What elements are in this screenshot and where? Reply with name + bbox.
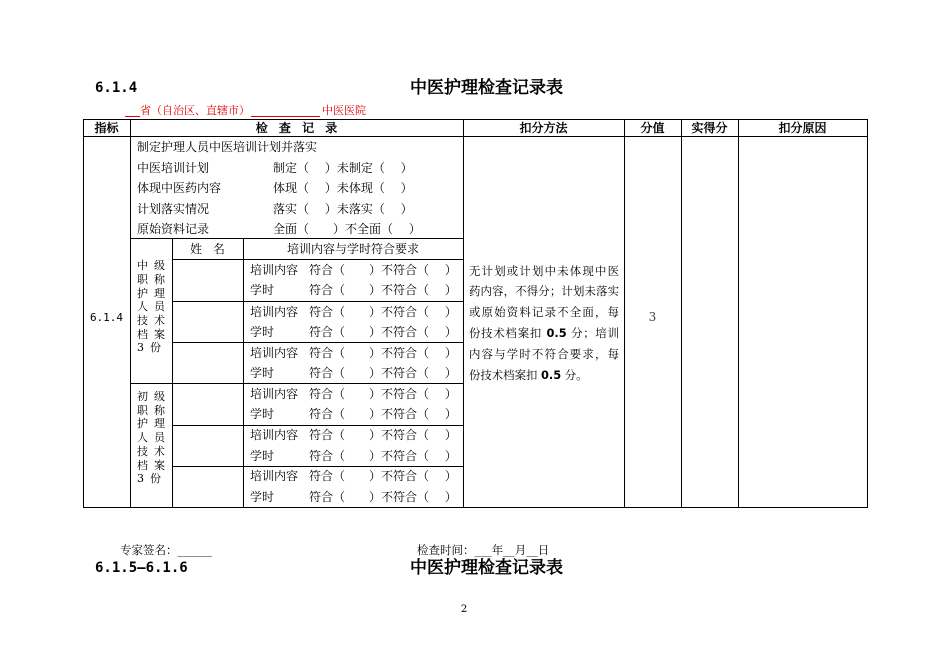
hours-options: 符合（ ）不符合（ ） [309,448,457,463]
content-label: 培训内容 [250,428,299,442]
hours-options: 符合（ ）不符合（ ） [309,366,457,380]
hospital-text: 中医医院 [322,104,366,117]
method-text: 份技术档案扣 [469,367,541,382]
score-value: 3 [648,310,657,324]
check-label: 计划落实情况 [137,202,210,216]
column-rule [738,119,739,507]
column-header-score: 分值 [640,120,665,135]
method-line: 内容与学时不符合要求，每 [469,346,619,361]
column-header-method: 扣分方法 [519,120,568,135]
staff-entry [250,384,460,425]
check-item [137,180,457,196]
hospital-blank [251,116,320,117]
column-header-indicator: 指标 [94,120,119,135]
hours-label: 学时 [250,448,275,463]
method-line: 药内容，不得分；计划未落实 [469,284,619,299]
deduction-method-text [469,261,619,386]
column-rule [463,119,464,507]
content-label: 培训内容 [250,386,299,401]
content-label: 培训内容 [250,262,299,277]
province-text: 省（自治区、直辖市） [140,104,250,117]
group-label-junior: 初级职称护理人员技术档案3份 [137,390,171,486]
staff-table-rule [243,238,244,507]
check-options: 落实（ ）未落实（ ） [273,202,413,216]
check-label: 中医培训计划 [137,161,210,175]
column-header-deduction-reason: 扣分原因 [778,120,827,135]
staff-entry [250,302,460,343]
content-options: 符合（ ）不符合（ ） [309,262,457,277]
method-line: 或原始资料记录不全面，每 [469,305,619,320]
indicator-code: 6.1.4 [89,311,124,324]
staff-entry [250,466,460,507]
check-item [137,221,457,237]
method-line [469,323,619,344]
record-intro: 制定护理人员中医培训计划并落实 [137,140,318,154]
content-options: 符合（ ）不符合（ ） [309,428,457,442]
hours-label: 学时 [250,325,275,339]
column-header-record: 检 查 记 录 [255,120,338,135]
next-section-title: 中医护理检查记录表 [410,558,563,578]
content-label: 培训内容 [250,469,299,483]
method-text: 分。 [561,367,588,382]
check-options: 体现（ ）未体现（ ） [273,181,413,195]
check-options: 全面（ ）不全面（ ） [273,222,421,236]
hours-label: 学时 [250,366,275,380]
content-label: 培训内容 [250,345,299,360]
hours-options: 符合（ ）不符合（ ） [309,283,457,297]
method-text: 份技术档案扣 [469,325,547,340]
deduction-value: 0.5 [540,367,562,382]
hours-options: 符合（ ）不符合（ ） [309,325,457,339]
method-text: 分；培训 [566,325,620,340]
next-section-code: 6.1.5—6.1.6 [95,560,188,576]
staff-content-header: 培训内容与学时符合要求 [286,242,419,256]
expert-signature: 专家签名：______ [120,543,212,557]
check-label: 原始资料记录 [137,222,210,236]
hours-label: 学时 [250,489,275,504]
staff-entry [250,260,460,301]
deduction-value: 0.5 [546,325,567,340]
hours-label: 学时 [250,283,275,297]
check-item [137,160,457,176]
content-options: 符合（ ）不符合（ ） [309,469,457,483]
staff-name-header: 姓 名 [190,242,225,256]
check-options: 制定（ ）未制定（ ） [273,161,413,175]
check-item [137,201,457,217]
check-time: 检查时间：___年__月__日 [417,543,550,557]
content-options: 符合（ ）不符合（ ） [309,304,457,319]
content-label: 培训内容 [250,304,299,319]
column-header-actual-score: 实得分 [691,120,728,135]
content-options: 符合（ ）不符合（ ） [309,345,457,360]
staff-entry [250,425,460,466]
method-line: 无计划或计划中未体现中医 [469,263,619,278]
staff-entry [250,343,460,384]
section-code: 6.1.4 [95,80,138,96]
content-options: 符合（ ）不符合（ ） [309,386,457,401]
header-row-rule [83,136,867,137]
method-line [469,365,619,386]
check-label: 体现中医药内容 [137,181,222,195]
page-number: 2 [460,604,468,615]
group-label-intermediate: 中级职称护理人员技术档案3份 [137,259,171,355]
column-rule [681,119,682,507]
province-blank [125,116,140,117]
column-rule [130,119,131,507]
hours-label: 学时 [250,407,275,421]
hours-options: 符合（ ）不符合（ ） [309,407,457,421]
staff-table-rule [130,238,463,239]
page-title: 中医护理检查记录表 [410,78,563,98]
hours-options: 符合（ ）不符合（ ） [309,489,457,504]
